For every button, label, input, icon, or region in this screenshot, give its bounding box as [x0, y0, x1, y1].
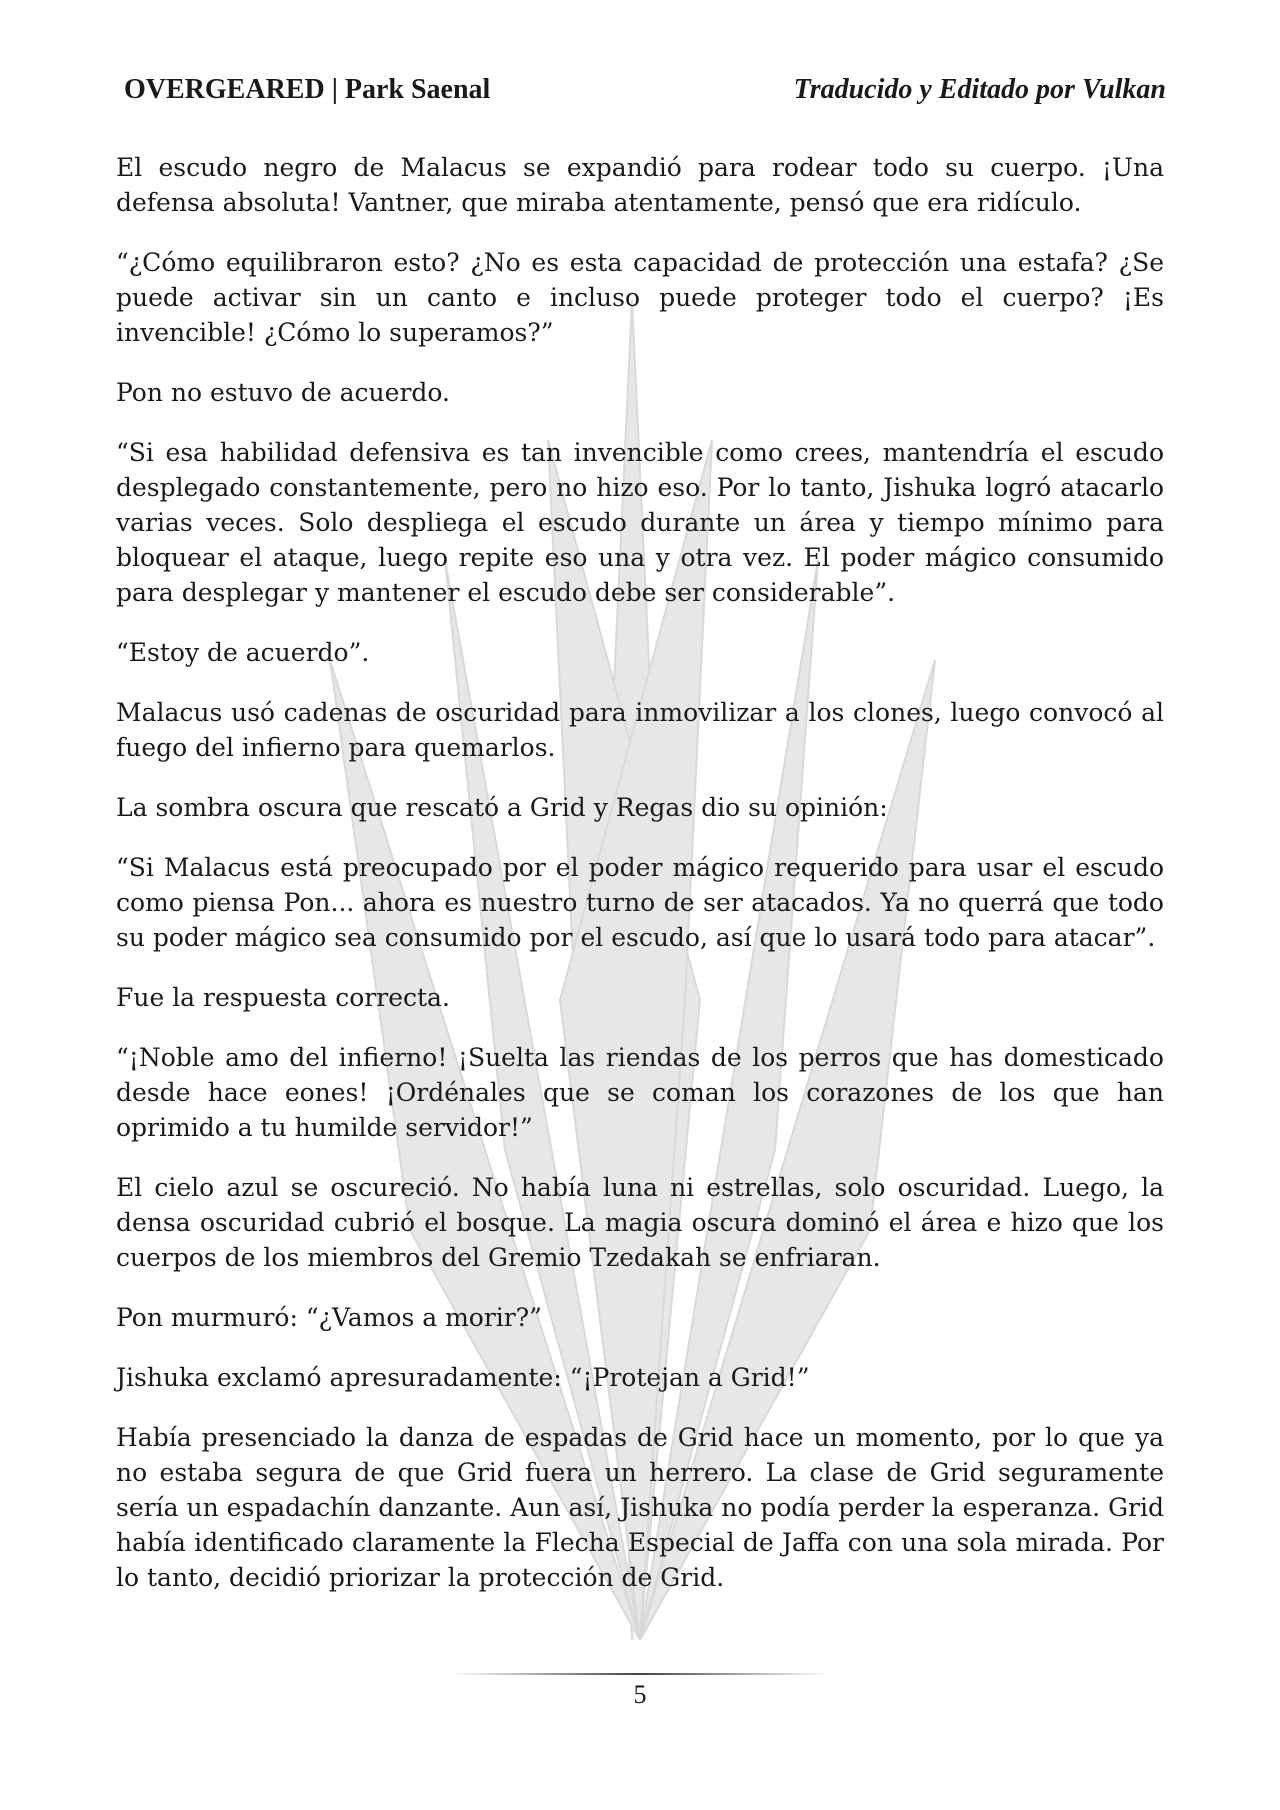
paragraph: Pon murmuró: “¿Vamos a morir?”	[116, 1303, 542, 1332]
paragraph: La sombra oscura que rescató a Grid y Regas dio su opinión:	[116, 793, 888, 822]
paragraph: “¡Noble amo del infierno! ¡Suelta las riendas de los perros que has domesticado desde hace eones! ¡Ordénales que se coman los corazones de los que han oprimido a tu humilde servidor!”	[116, 1043, 1164, 1142]
paragraph: Pon no estuvo de acuerdo.	[116, 378, 450, 407]
paragraph: Había presenciado la danza de espadas de Grid hace un momento, por lo que ya no estaba segura de que Grid fuera un herrero. La clase de Grid seguramente sería un espadachín danzante. Aun así, Jishuka no podía perder la esperanza. Grid había identificado claramente la Flecha Especial de Jaffa con una sola mirada. Por lo tanto, decidió priorizar la protección de Grid.	[116, 1423, 1164, 1592]
footer-divider	[450, 1670, 830, 1678]
paragraph: Malacus usó cadenas de oscuridad para inmovilizar a los clones, luego convocó al fuego del infierno para quemarlos.	[116, 698, 1164, 762]
header-translator-credit: Traducido y Editado por Vulkan	[793, 74, 1166, 105]
paragraph: “Si esa habilidad defensiva es tan invencible como crees, mantendría el escudo desplegado constantemente, pero no hizo eso. Por lo tanto, Jishuka logró atacarlo varias veces. Solo despliega el escudo durante un área y tiempo mínimo para bloquear el ataque, luego repite eso una y otra vez. El poder mágico consumido para desplegar y mantener el escudo debe ser considerable”.	[116, 438, 1164, 607]
paragraph: “Estoy de acuerdo”.	[116, 638, 370, 667]
paragraph: El escudo negro de Malacus se expandió para rodear todo su cuerpo. ¡Una defensa absoluta! Vantner, que miraba atentamente, pensó que era ridículo.	[116, 153, 1164, 217]
paragraph: “¿Cómo equilibraron esto? ¿No es esta capacidad de protección una estafa? ¿Se puede activar sin un canto e incluso puede proteger todo el cuerpo? ¡Es invencible! ¿Cómo lo superamos?”	[116, 248, 1164, 347]
page-header	[124, 74, 1166, 110]
paragraph: El cielo azul se oscureció. No había luna ni estrellas, solo oscuridad. Luego, la densa oscuridad cubrió el bosque. La magia oscura dominó el área e hizo que los cuerpos de los miembros del Gremio Tzedakah se enfriaran.	[116, 1173, 1164, 1272]
paragraph: “Si Malacus está preocupado por el poder mágico requerido para usar el escudo como piensa Pon... ahora es nuestro turno de ser atacados. Ya no querrá que todo su poder mágico sea consumido por el escudo, así que lo usará todo para atacar”.	[116, 853, 1164, 952]
page-number: 5	[633, 1680, 647, 1709]
paragraph: Jishuka exclamó apresuradamente: “¡Protejan a Grid!”	[116, 1363, 810, 1392]
document-body	[116, 150, 1164, 1620]
header-book-title: OVERGEARED | Park Saenal	[124, 74, 491, 105]
paragraph: Fue la respuesta correcta.	[116, 983, 450, 1012]
